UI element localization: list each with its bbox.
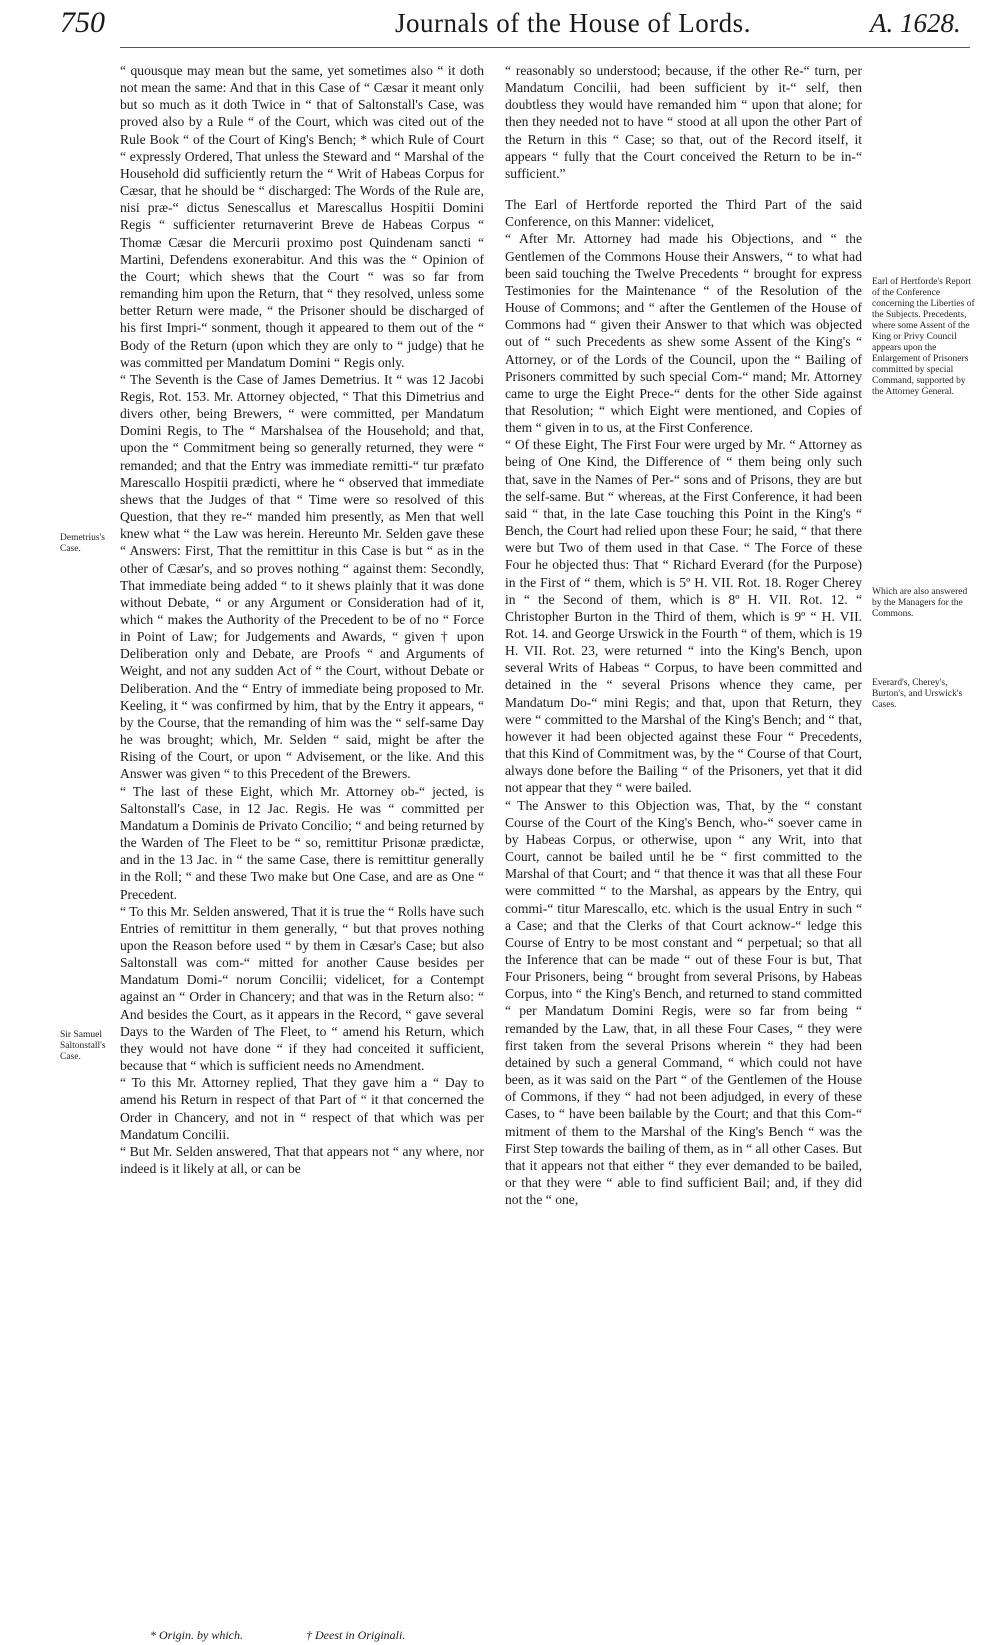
paragraph: The Earl of Hertforde reported the Third Part of the said Conference, on this Manner: videlicet, [505,197,862,230]
paragraph: “ But Mr. Selden answered, That that appears not “ any where, nor indeed is it likely at all, or can be [120,1143,484,1176]
paragraph-gap [505,182,862,196]
footnote-deest: † Deest in Originali. [306,1628,406,1642]
paragraph: “ The Answer to this Objection was, That, by the “ constant Course of the Court of the King's Bench, who-“ soever came in by Habeas Corpus, or otherwise, upon “ any Writ, into that Court, cannot be bailed until he be “ first committed to the Marshal of that Court; and “ that thence it was that all these Four were committed “ to the Marshal, as appears by the Entry, qui commi-“ titur Marescallo, etc. which is the usual Entry in such “ a Case; and that the Clerks of that Court acknow-“ ledge this Course of Entry to be most constant and “ perpetual; so that all the Inference that can be made “ out of these Four is but, That Four Prisoners, being “ brought from several Prisons, by Habeas Corpus, into “ the King's Bench, and returned to stand committed “ per Mandatum Domini Regis, were so far from being “ remanded by the Law, that, in all these Four Cases, “ they were first taken from the several Prisons wherein “ they had been detained by such a general Command, “ which could not have been, as it was said on the Part “ of the Gentlemen of the House of Commons, if they “ had not been adjudged, in every of these Cases, to “ have been bailable by the Court; and that this Com-“ mitment of them to the Marshal of the King's Bench “ was the First Step towards the bailing of them, as in “ all other Cases. But that it appears not that either “ they ever demanded to be bailed, or that they were “ able to find sufficient Bail; and, if they did not the “ one, [505,797,862,1208]
running-title: Journals of the House of Lords. [395,8,751,38]
header-rule [120,47,970,48]
left-column [120,62,484,1177]
margin-note-saltonstall: Sir Samuel Saltonstall's Case. [60,1030,106,1062]
margin-note-answered: Which are also answered by the Managers for the Commons. [872,587,968,619]
margin-note-everard: Everard's, Cherey's, Burton's, and Urswick's Cases. [872,678,963,710]
margin-note-demetrius: Demetrius's Case. [60,533,105,554]
paragraph: “ Of these Eight, The First Four were urged by Mr. “ Attorney as being of One Kind, the Difference of “ them being only such that, save in the Names of Per-“ sons and of Prisons, they are but the self-same. But “ whereas, at the First Conference, it had been said “ that, in the late Case touching this Point in the King's “ Bench, the Court had relied upon these Four; he said, “ that there were but Two of them used in that Case. “ The Force of these Four he objected thus: That “ Richard Everard (for the Purpose) in the First of “ them, which is 5º H. VII. Rot. 18. Roger Cherey in “ the Second of them, which is 8º H. VII. Rot. 12. “ Christopher Burton in the Third of them, which is 9º “ H. VII. Rot. 14. and George Urswick in the Fourth “ of them, which is 19 H. VII. Rot. 23, were returned “ into the King's Bench, upon several Writs of Habeas “ Corpus, to have been committed and detained in the “ several Prisons whence they came, per Mandatum Do-“ mini Regis; and that, upon that Return, they were “ committed to the Marshal of the King's Bench; and “ that, however it had been objected against these Four “ Precedents, that this Kind of Commitment was, by the “ Course of that Court, always done before the Bailing “ of the Prisoners, yet that it did not appear that they “ were bailed. [505,437,862,796]
page-number: 750 [60,6,105,39]
paragraph: “ The Seventh is the Case of James Demetrius. It “ was 12 Jacobi Regis, Rot. 153. Mr. Attorney objected, “ That this Dimetrius and divers other, being Brewers, “ were committed, per Mandatum Domini Regis, to The “ Marshalsea of the Household; and that, upon the “ Commitment being so generally returned, they were “ remanded; and that the Entry was immediate remitti-“ tur præfato Marescallo Hospitii prædicti, where he “ observed that immediate shews that the Judges of that “ Time were so resolved of this Question, that they re-“ manded him presently, as Men that well knew what “ the Law was herein. Hereunto Mr. Selden gave these “ Answers: First, That the remittitur in this Case is but “ as in the other of Cæsar's, and so proves nothing “ against them: Secondly, That immediate being added “ to it shews plainly that it was done without Debate, “ or any Argument or Consideration had of it, which “ makes the Authority of the Precedent to be of no “ Force in Point of Law; for Judgements and Awards, “ given † upon Deliberation only and Debate, are Proofs “ and Arguments of Weight, and not any sudden Act of “ the Court, without Debate or Deliberation. And the “ Entry of immediate being proposed to Mr. Keeling, it “ was confirmed by him, that by the Entry it appears, “ by the Course, that the remanding of him was the “ self-same Day he was brought; which, Mr. Selden “ said, might be after the Rising of the Court, or upon “ Advisement, or the like. And this Answer was given “ to this Precedent of the Brewers. [120,371,484,782]
footnotes [150,1628,465,1643]
paragraph: “ quousque may mean but the same, yet sometimes also “ it doth not mean the same: And that in this Case of “ Cæsar it meant only but so much as it doth Twice in “ that of Saltonstall's Case, was proved also by a Rule “ of the Court, which was cited out of the Rule Book “ of the Court of King's Bench; * which Rule of Court “ expressly Ordered, That unless the Steward and “ Marshal of the Household did sufficiently return the “ Writ of Habeas Corpus for Cæsar, that he should be “ discharged: The Words of the Rule are, nisi præ-“ dictus Senescallus et Marescallus Hospitii Domini Regis “ sufficienter returnaverint Breve de Habeas Corpus “ Thomæ Cæsar die Mercurii proximo post Quindenam sancti “ Martini, Defendens exonerabitur. And this was the “ Opinion of the Court; which shews that the Court “ was so far from remanding him upon the Return, that “ they resolved, unless some better Return were made, “ the Prisoner should be discharged of his first Impri-“ sonment, though it appeared to them out of the “ Body of the Return (upon which they are only to “ judge) that he was committed per Mandatum Domini “ Regis only. [120,63,484,370]
paragraph: “ To this Mr. Selden answered, That it is true the “ Rolls have such Entries of remittitur in them generally, “ but that proves nothing upon the Reason before used “ by them in Cæsar's Case; but also Saltonstall was com-“ mitted for another Cause besides per Mandatum Domi-“ norum Concilii; videlicet, for a Contempt against an “ Order in Chancery; and that was in the Return also: “ And besides the Court, as it appears in the Record, “ gave several Days to the Warden of The Fleet, to “ amend his Return, which they would not have done “ if they had conceited it sufficient, because that “ which is sufficient needs no Amendment. [120,903,484,1074]
paragraph: “ reasonably so understood; because, if the other Re-“ turn, per Mandatum Concilii, had been sufficient by it-“ self, then doubtless they would have remanded him “ upon that alone; for then they needed not to have “ stood at all upon the other Part of the Return in this “ Case; so that, out of the Record itself, it appears “ fully that the Court conceived the Return to be in-“ sufficient.” [505,63,862,181]
running-year: A. 1628. [870,8,961,38]
right-column [505,62,862,1208]
footnote-origin: * Origin. by which. [150,1628,243,1642]
margin-note-hertforde-report: Earl of Hertforde's Report of the Conference concerning the Liberties of the Subjects. Precedents, where some Assent of the King or Privy Council appears upon the Enlargement of Prisoners committed by special Command, supported by the Attorney General. [872,277,975,397]
paragraph: “ To this Mr. Attorney replied, That they gave him a “ Day to amend his Return in respect of that Part of “ it that concerned the Order in Chancery, and not in “ respect of that which was per Mandatum Concilii. [120,1075,484,1142]
page-header [60,6,990,50]
paragraph: “ After Mr. Attorney had made his Objections, and “ the Gentlemen of the Commons House their Answers, “ to what had been said touching the Twelve Precedents “ brought for express Testimonies for the Maintenance “ of the Resolution of the House of Commons; and “ after the Gentlemen of the House of Commons had “ given their Answer to that which was objected out of “ such Precedents as shew some Assent of the King's “ Attorney, or of the Lords of the Council, upon the “ Bailing of Prisoners committed by such special Com-“ mand; Mr. Attorney came to urge the Eight Prece-“ dents for the other Side against that Resolution; “ which Eight were mentioned, and Copies of them “ given in to us, at the First Conference. [505,231,862,436]
paragraph: “ The last of these Eight, which Mr. Attorney ob-“ jected, is Saltonstall's Case, in 12 Jac. Regis. He was “ committed per Mandatum a Dominis de Privato Concilio; “ and being returned by the Warden of The Fleet to be “ so, remittitur Prisonæ prædictæ, and in the 13 Jac. in “ the same Case, there is remittitur generally in the Roll; “ and these Two make but One Case, and are as One “ Precedent. [120,783,484,902]
